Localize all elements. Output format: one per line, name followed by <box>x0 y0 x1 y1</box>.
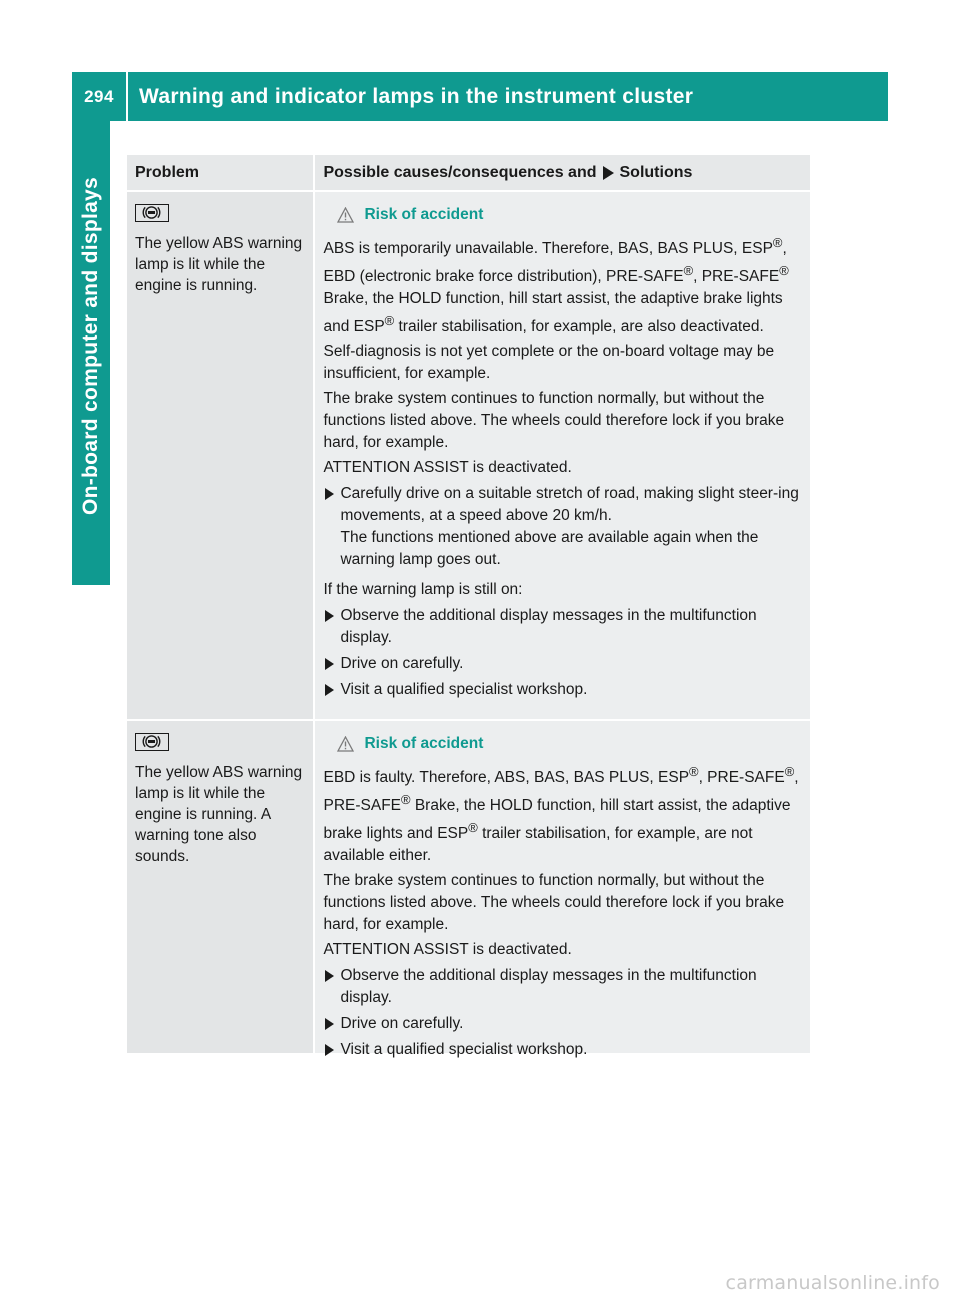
text-segment: Brake, the HOLD function, hill start assist, the adaptive brake lights and ESP <box>323 797 791 843</box>
description-paragraph: ATTENTION ASSIST is deactivated. <box>323 459 572 477</box>
problem-text: The yellow ABS warning lamp is lit while the engine is running. <box>135 235 303 294</box>
instruction-text <box>340 483 803 571</box>
instruction-text: Drive on carefully. <box>340 655 464 673</box>
description-paragraph: ATTENTION ASSIST is deactivated. <box>323 941 572 959</box>
bullet-arrow-icon <box>323 679 340 701</box>
registered-mark: ® <box>468 820 478 836</box>
instruction-result: The functions mentioned above are available again when the warning lamp goes out. <box>340 529 759 569</box>
text-segment: trailer stabilisation, for example, are not available either. <box>323 825 753 865</box>
warning-triangle-icon <box>337 207 354 223</box>
registered-mark: ® <box>689 764 699 779</box>
instruction-item <box>323 1013 803 1035</box>
registered-mark: ® <box>401 792 411 808</box>
bullet-arrow-icon <box>323 483 340 505</box>
page-title: Warning and indicator lamps in the instrument cluster <box>139 85 694 108</box>
bullet-arrow-icon <box>323 1039 340 1061</box>
solution-cell <box>315 192 810 719</box>
column-header-problem <box>127 155 313 190</box>
risk-warning <box>337 733 803 755</box>
abs-warning-lamp-icon <box>135 733 169 751</box>
registered-mark: ® <box>779 263 789 279</box>
instruction-item <box>323 965 803 1009</box>
text-segment: trailer stabilisation, for example, are also deactivated. <box>394 318 764 336</box>
instruction-item <box>323 1039 803 1061</box>
text-segment: , EBD (electronic brake force distribution), PRE-SAFE <box>323 240 787 286</box>
description-paragraph: Self-diagnosis is not yet complete or the on-board voltage may be insufficient, for example. <box>323 343 775 383</box>
table-row <box>127 192 810 719</box>
instruction-text: Visit a qualified specialist workshop. <box>340 1041 588 1059</box>
column-header-solutions <box>315 155 810 190</box>
instruction-text: Observe the additional display messages in the multifunction display. <box>340 967 757 1007</box>
instruction-item <box>323 605 803 649</box>
risk-warning-text: Risk of accident <box>364 735 484 752</box>
bullet-arrow-icon <box>323 1013 340 1035</box>
text-segment: ABS is temporarily unavailable. Therefore, BAS, BAS PLUS, ESP <box>323 240 773 258</box>
abs-warning-lamp-icon <box>135 204 169 222</box>
text-segment: , PRE-SAFE <box>693 268 780 286</box>
description-paragraph: The brake system continues to function normally, but without the functions listed above. The wheels could therefore lock if you brake hard, for example. <box>323 872 785 934</box>
instruction-main: Carefully drive on a suitable stretch of road, making slight steer-ing movements, at a speed above 20 km/h. <box>340 485 799 525</box>
page-number: 294 <box>84 86 114 106</box>
column-header-causes-text: Possible causes/consequences and <box>323 163 597 181</box>
page-header <box>72 72 888 121</box>
text-segment: Brake, the HOLD function, hill start assist, the adaptive brake lights and ESP <box>323 290 783 336</box>
chapter-side-tab <box>72 121 110 585</box>
solutions-arrow-icon <box>603 166 614 180</box>
text-segment: , PRE-SAFE <box>698 769 785 787</box>
risk-warning-text: Risk of accident <box>364 206 484 223</box>
instruction-item <box>323 653 803 675</box>
description-paragraph <box>323 761 803 867</box>
description-paragraph: If the warning lamp is still on: <box>323 581 523 599</box>
lamp-table <box>127 155 810 1059</box>
bullet-arrow-icon <box>323 965 340 987</box>
instruction-item <box>323 483 803 571</box>
problem-cell <box>127 721 313 1053</box>
header-divider <box>126 72 128 121</box>
registered-mark: ® <box>384 313 395 329</box>
registered-mark: ® <box>784 764 795 779</box>
watermark-domain: carmanualsonline.info <box>725 1272 940 1294</box>
risk-warning <box>337 204 803 226</box>
instruction-text: Observe the additional display messages in the multifunction display. <box>340 607 757 647</box>
bullet-arrow-icon <box>323 605 340 627</box>
problem-text: The yellow ABS warning lamp is lit while the engine is running. A warning tone also sounds. <box>135 764 303 865</box>
problem-cell <box>127 192 313 719</box>
table-row <box>127 721 810 1059</box>
text-segment: EBD is faulty. Therefore, ABS, BAS, BAS PLUS, ESP <box>323 769 690 787</box>
instruction-text: Drive on carefully. <box>340 1015 464 1033</box>
column-header-problem-text: Problem <box>135 164 200 181</box>
description-paragraph <box>323 232 803 338</box>
registered-mark: ® <box>772 235 783 250</box>
text-segment: , PRE-SAFE <box>323 769 799 815</box>
chapter-label: On-board computer and displays <box>79 176 102 516</box>
solution-cell <box>315 721 810 1059</box>
instruction-item <box>323 679 803 701</box>
table-header-row <box>127 155 810 190</box>
instruction-text: Visit a qualified specialist workshop. <box>340 681 588 699</box>
column-header-solutions-text: Solutions <box>619 163 693 181</box>
bullet-arrow-icon <box>323 653 340 675</box>
warning-triangle-icon <box>337 736 354 752</box>
registered-mark: ® <box>683 263 694 279</box>
description-paragraph: The brake system continues to function normally, but without the functions listed above. The wheels could therefore lock if you brake hard, for example. <box>323 390 785 452</box>
